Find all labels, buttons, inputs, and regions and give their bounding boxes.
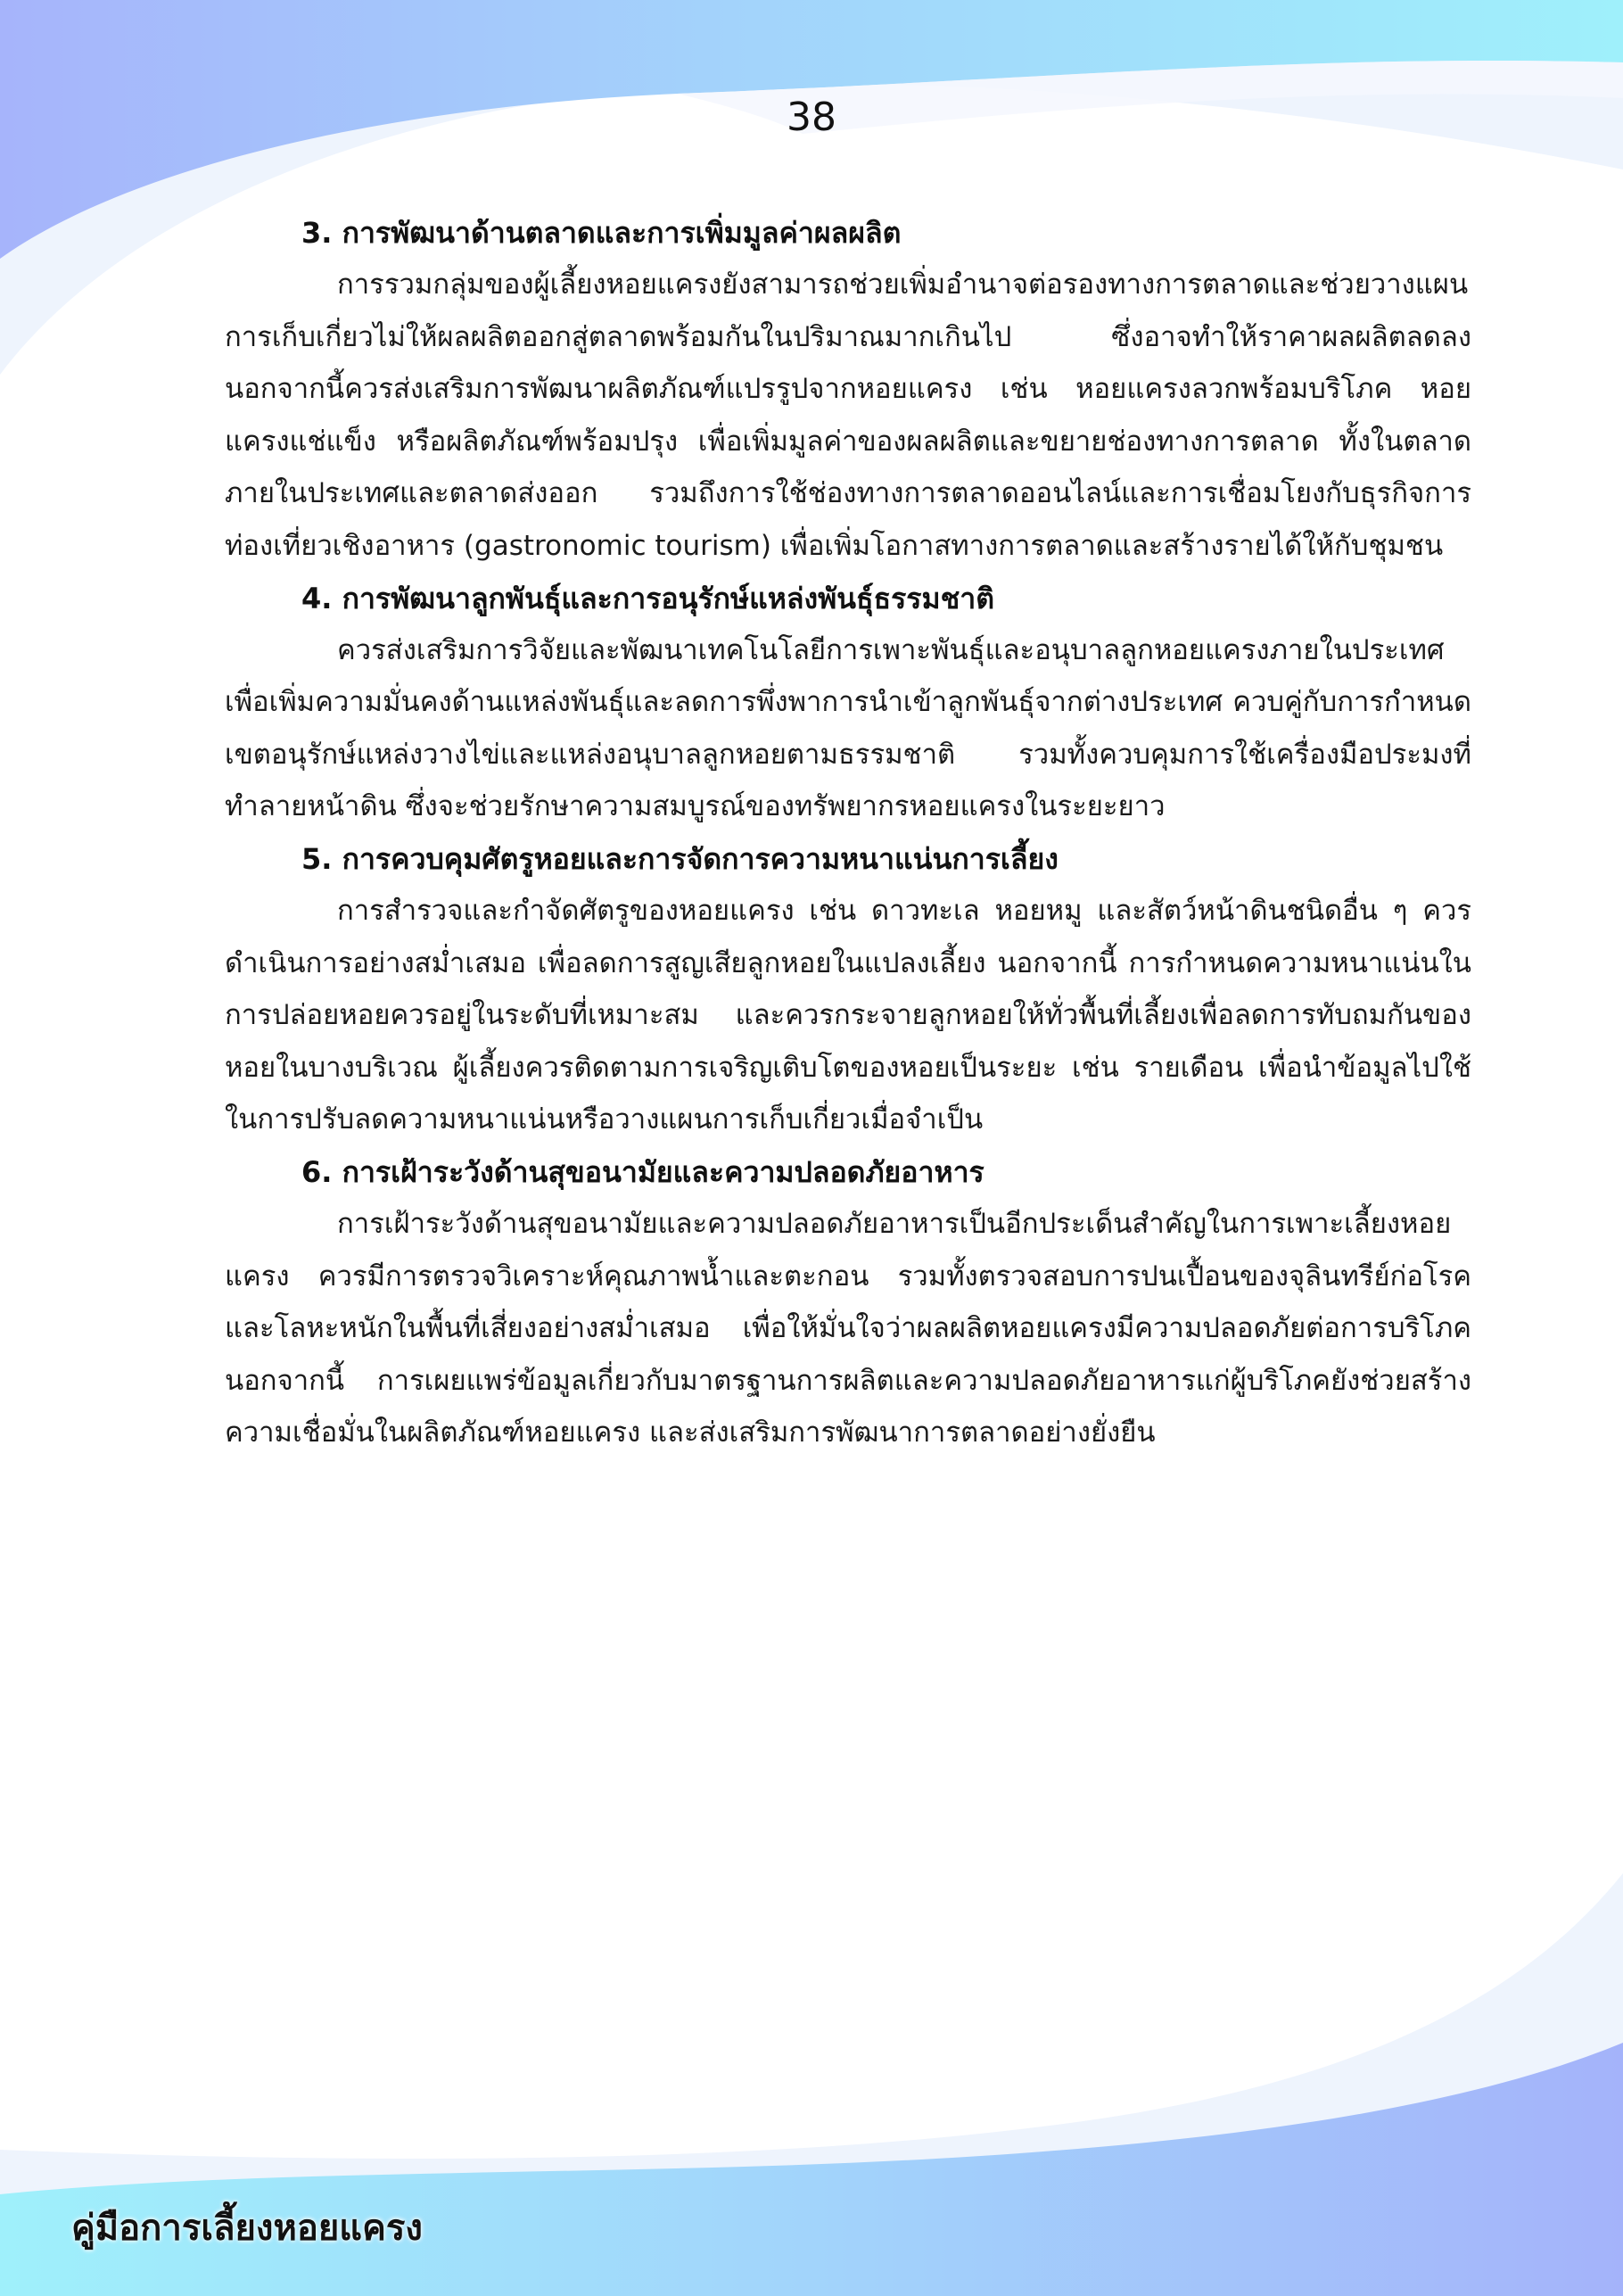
- document-body: [225, 207, 1471, 1459]
- section-marketing: [225, 207, 1471, 573]
- section-heading: 4. การพัฒนาลูกพันธุ์และการอนุรักษ์แหล่งพันธุ์ธรรมชาติ: [301, 581, 995, 615]
- section-heading: 6. การเฝ้าระวังด้านสุขอนามัยและความปลอดภัยอาหาร: [301, 1154, 985, 1189]
- section-paragraph: การสำรวจและกำจัดศัตรูของหอยแครง เช่น ดาวทะเล หอยหมู และสัตว์หน้าดินชนิดอื่น ๆ ควรดำเนินการอย่างสม่ำเสมอ เพื่อลดการสูญเสียลูกหอยในแปลงเลี้ยง นอกจากนี้ การกำหนดความหนาแน่นในการปล่อยหอยควรอยู่ในระดับที่เหมาะสม และควรกระจายลูกหอยให้ทั่วพื้นที่เลี้ยงเพื่อลดการทับถมกันของหอยในบางบริเวณ ผู้เลี้ยงควรติดตามการเจริญเติบโตของหอยเป็นระยะ เช่น รายเดือน เพื่อนำข้อมูลไปใช้ในการปรับลดความหนาแน่นหรือวางแผนการเก็บเกี่ยวเมื่อจำเป็น: [225, 894, 1471, 1136]
- section-paragraph: ควรส่งเสริมการวิจัยและพัฒนาเทคโนโลยีการเพาะพันธุ์และอนุบาลลูกหอยแครงภายในประเทศ เพื่อเพิ่มความมั่นคงด้านแหล่งพันธุ์และลดการพึ่งพาการนำเข้าลูกพันธุ์จากต่างประเทศ ควบคู่กับการกำหนดเขตอนุรักษ์แหล่งวางไข่และแหล่งอนุบาลลูกหอยตามธรรมชาติ รวมทั้งควบคุมการใช้เครื่องมือประมงที่ทำลายหน้าดิน ซึ่งจะช่วยรักษาความสมบูรณ์ของทรัพยากรหอยแครงในระยะยาว: [225, 633, 1471, 823]
- section-broodstock: [225, 573, 1471, 833]
- section-food-safety: [225, 1146, 1471, 1459]
- section-heading: 5. การควบคุมศัตรูหอยและการจัดการความหนาแน่นการเลี้ยง: [301, 841, 1059, 876]
- section-heading: 3. การพัฒนาด้านตลาดและการเพิ่มมูลค่าผลผลิต: [301, 216, 902, 250]
- footer-book-title: คู่มือการเลี้ยงหอยแครง: [71, 2208, 423, 2249]
- page-number: 38: [787, 95, 836, 140]
- section-pest-density: [225, 833, 1471, 1146]
- section-paragraph: การรวมกลุ่มของผู้เลี้ยงหอยแครงยังสามารถช่วยเพิ่มอำนาจต่อรองทางการตลาดและช่วยวางแผนการเก็บเกี่ยวไม่ให้ผลผลิตออกสู่ตลาดพร้อมกันในปริมาณมากเกินไป ซึ่งอาจทำให้ราคาผลผลิตลดลง นอกจากนี้ควรส่งเสริมการพัฒนาผลิตภัณฑ์แปรรูปจากหอยแครง เช่น หอยแครงลวกพร้อมบริโภค หอยแครงแช่แข็ง หรือผลิตภัณฑ์พร้อมปรุง เพื่อเพิ่มมูลค่าของผลผลิตและขยายช่องทางการตลาด ทั้งในตลาดภายในประเทศและตลาดส่งออก รวมถึงการใช้ช่องทางการตลาดออนไลน์และการเชื่อมโยงกับธุรกิจการท่องเที่ยวเชิงอาหาร (gastronomic tourism) เพื่อเพิ่มโอกาสทางการตลาดและสร้างรายได้ให้กับชุมชน: [225, 268, 1471, 562]
- section-paragraph: การเฝ้าระวังด้านสุขอนามัยและความปลอดภัยอาหารเป็นอีกประเด็นสำคัญในการเพาะเลี้ยงหอยแครง ควรมีการตรวจวิเคราะห์คุณภาพน้ำและตะกอน รวมทั้งตรวจสอบการปนเปื้อนของจุลินทรีย์ก่อโรคและโลหะหนักในพื้นที่เสี่ยงอย่างสม่ำเสมอ เพื่อให้มั่นใจว่าผลผลิตหอยแครงมีความปลอดภัยต่อการบริโภค นอกจากนี้ การเผยแพร่ข้อมูลเกี่ยวกับมาตรฐานการผลิตและความปลอดภัยอาหารแก่ผู้บริโภคยังช่วยสร้างความเชื่อมั่นในผลิตภัณฑ์หอยแครง และส่งเสริมการพัฒนาการตลาดอย่างยั่งยืน: [225, 1207, 1471, 1449]
